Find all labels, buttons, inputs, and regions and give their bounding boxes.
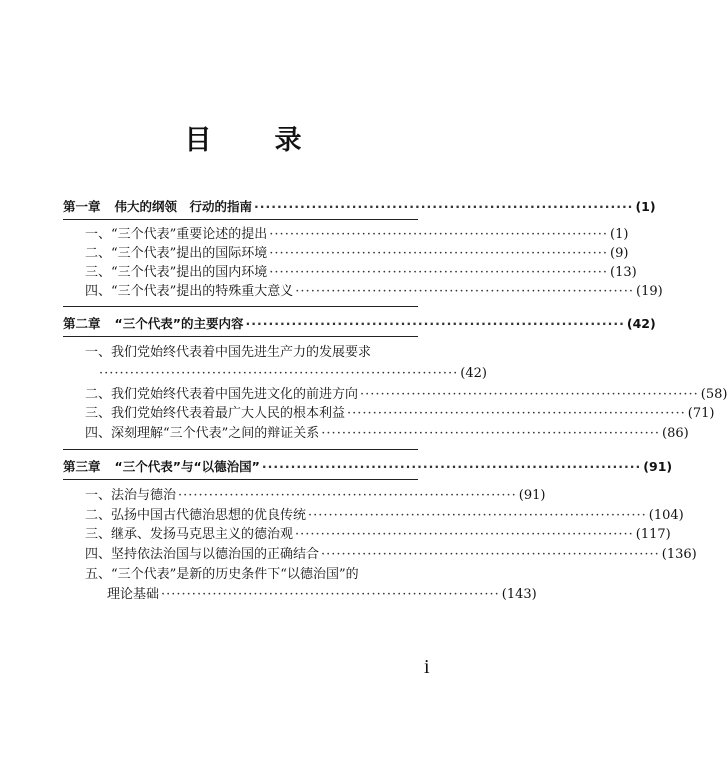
section-title: 四、“三个代表”提出的特殊重大意义 bbox=[85, 284, 294, 299]
toc-entry-continued[interactable] bbox=[107, 587, 537, 603]
divider bbox=[63, 219, 418, 220]
section-page: (86) bbox=[662, 426, 689, 441]
leader-dots: ·································································· bbox=[360, 387, 699, 402]
chapter-3-entry[interactable] bbox=[63, 459, 673, 475]
toc-entry[interactable] bbox=[85, 284, 663, 300]
toc-entry[interactable] bbox=[85, 547, 697, 563]
toc-entry[interactable] bbox=[85, 488, 546, 504]
section-page: (91) bbox=[518, 488, 546, 503]
section-page: (71) bbox=[687, 406, 715, 421]
toc-entry[interactable] bbox=[85, 265, 637, 281]
section-page: (1) bbox=[610, 227, 629, 242]
toc-entry[interactable] bbox=[85, 227, 629, 243]
toc-entry[interactable] bbox=[85, 387, 727, 403]
chapter-2-page: (42) bbox=[626, 316, 656, 331]
chapter-2-number: 第二章 bbox=[63, 316, 101, 331]
toc-entry[interactable] bbox=[85, 246, 629, 262]
chapter-1-title: 伟大的纲领 行动的指南 bbox=[114, 199, 253, 214]
section-page: (19) bbox=[636, 284, 663, 299]
page-number: i bbox=[424, 656, 430, 678]
leader-dots: ·································································· bbox=[295, 527, 634, 542]
leader-dots: ·································································· bbox=[347, 406, 686, 421]
toc-entry-continued[interactable] bbox=[99, 366, 487, 382]
leader-dots: ·································································· bbox=[178, 488, 517, 503]
leader-dots: ······································································ bbox=[99, 366, 459, 381]
leader-dots: ·································································· bbox=[295, 284, 635, 299]
divider bbox=[63, 306, 418, 307]
section-page: (104) bbox=[648, 508, 684, 523]
section-title: 一、法治与德治 bbox=[85, 488, 177, 503]
leader-dots: ·································································· bbox=[269, 265, 609, 280]
section-title: 二、弘扬中国古代德治思想的优良传统 bbox=[85, 508, 307, 523]
leader-dots: ·································································· bbox=[261, 459, 642, 474]
section-title: 二、我们党始终代表着中国先进文化的前进方向 bbox=[85, 387, 359, 402]
divider bbox=[63, 479, 418, 480]
section-page: (9) bbox=[610, 246, 629, 261]
section-page: (136) bbox=[661, 547, 697, 562]
leader-dots: ·································································· bbox=[269, 227, 609, 242]
section-page: (58) bbox=[700, 387, 727, 402]
toc-entry[interactable] bbox=[85, 527, 671, 543]
leader-dots: ·································································· bbox=[269, 246, 609, 261]
toc-entry[interactable] bbox=[85, 406, 715, 422]
leader-dots: ·································································· bbox=[321, 426, 661, 441]
page-title: 目 录 bbox=[184, 125, 320, 156]
chapter-3-page: (91) bbox=[643, 459, 673, 474]
chapter-3-number: 第三章 bbox=[63, 459, 101, 474]
section-page: (42) bbox=[460, 366, 487, 381]
section-title: 一、“三个代表”重要论述的提出 bbox=[85, 227, 268, 242]
chapter-1-page: (1) bbox=[635, 199, 656, 214]
toc-entry[interactable] bbox=[85, 508, 684, 524]
section-title: 三、继承、发扬马克思主义的德治观 bbox=[85, 527, 294, 542]
leader-dots: ·································································· bbox=[161, 587, 500, 602]
divider bbox=[63, 336, 418, 337]
divider bbox=[63, 449, 418, 450]
section-title[interactable]: 五、“三个代表”是新的历史条件下“以德治国”的 bbox=[85, 567, 359, 582]
leader-dots: ·································································· bbox=[254, 199, 634, 214]
chapter-3-title: “三个代表”与“以德治国” bbox=[114, 459, 260, 474]
leader-dots: ·································································· bbox=[308, 508, 647, 523]
section-title: 四、深刻理解“三个代表”之间的辩证关系 bbox=[85, 426, 320, 441]
section-page: (143) bbox=[501, 587, 537, 602]
chapter-1-number: 第一章 bbox=[63, 199, 101, 214]
section-title[interactable]: 一、我们党始终代表着中国先进生产力的发展要求 bbox=[85, 345, 372, 360]
section-title-continued: 理论基础 bbox=[107, 587, 160, 602]
section-title: 三、“三个代表”提出的国内环境 bbox=[85, 265, 268, 280]
chapter-1-entry[interactable] bbox=[63, 199, 656, 215]
toc-entry[interactable] bbox=[85, 426, 689, 442]
leader-dots: ·································································· bbox=[321, 547, 660, 562]
chapter-2-entry[interactable] bbox=[63, 316, 656, 332]
chapter-2-title: “三个代表”的主要内容 bbox=[114, 316, 244, 331]
leader-dots: ·································································· bbox=[245, 316, 625, 331]
section-title: 四、坚持依法治国与以德治国的正确结合 bbox=[85, 547, 320, 562]
section-page: (13) bbox=[610, 265, 637, 280]
section-title: 二、“三个代表”提出的国际环境 bbox=[85, 246, 268, 261]
section-page: (117) bbox=[635, 527, 671, 542]
section-title: 三、我们党始终代表着最广大人民的根本利益 bbox=[85, 406, 346, 421]
